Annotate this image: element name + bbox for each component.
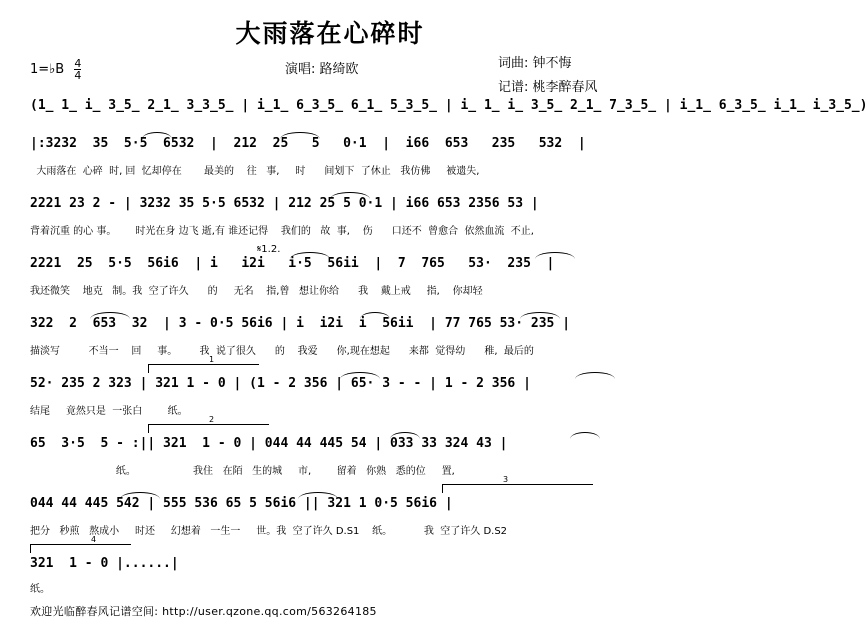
key-label: 1=♭B — [30, 62, 65, 77]
key-signature — [30, 58, 81, 81]
tie-arc — [575, 372, 615, 379]
notes-line: 044 44 445 542 | 555 536 65 5 56i6 || 321 1 0·5 56i6 | — [30, 496, 453, 511]
lyrics-line: 背着沉重 的心 事。 时光在身 边飞 逝,有 谁还记得 我们的 故 事, 伤 口还不 曾愈合 依然血流 不止, — [30, 226, 534, 237]
notes-line: 321 1 - 0 |......| — [30, 556, 179, 571]
notes-line: 65 3·5 5 - :|| 321 1 - 0 | 044 44 445 54 | 033 33 324 43 | — [30, 436, 508, 451]
volta-bracket-4 — [30, 535, 131, 553]
volta-bracket-2 — [148, 415, 269, 433]
lyrics-line: 把分 秒煎 熬成小 时还 幻想着 一生一 世。我 空了许久 D.S1 纸。 我 空了许久 D.S2 — [30, 526, 508, 537]
tie-arc — [570, 432, 600, 439]
lyrics-line: 大雨落在 心碎 时, 回 忆却停在 最美的 往 事, 时 间划下 了休止 我仿佛 被遗失, — [30, 166, 480, 177]
notes-line: |:3232 35 5·5 6532 | 212 25 5 0·1 | i66 653 235 532 | — [30, 136, 586, 151]
notes-line: 2221 23 2 - | 3232 35 5·5 6532 | 212 25 5 0·1 | i66 653 2356 53 | — [30, 196, 539, 211]
lyrics-line: 描淡写 不当一 回 事。 我 说了很久 的 我爱 你,现在想起 来都 觉得幼 稚, 最后的 — [30, 346, 534, 357]
lyricist-credit: 词曲: 钟不悔 — [498, 56, 572, 71]
time-beats: 4 — [74, 57, 82, 70]
footer-credit: 欢迎光临醉春风记谱空间: http://user.qzone.qq.com/563264185 — [30, 605, 377, 618]
notes-line: 52· 235 2 323 | 321 1 - 0 | (1 - 2 356 | 65· 3 - - | 1 - 2 356 | — [30, 376, 531, 391]
song-title: 大雨落在心碎时 — [235, 19, 425, 48]
segno-sign: 𝄋1.2. — [257, 244, 281, 255]
notes-line: (1̲ 1̲ i̲ 3̲5̲ 2̲1̲ 3̲3̲5̲ | i̲1̲ 6̲3̲5̲ 6̲1̲ 5̲3̲5̲ | i̲ 1̲ i̲ 3̲5̲ 2̲1̲ 7̲3̲5̲ | i̲1̲ 6̲3̲5̲ i̲1̲ i̲3̲5̲) — [30, 98, 867, 113]
notes-line: 322 2 653 32 | 3 - 0·5 56i6 | i i2i i 56ii | 77 765 53· 235 | — [30, 316, 571, 331]
volta-bracket-1 — [148, 355, 259, 373]
lyrics-line: 纸。 我住 在陌 生的城 市, 留着 你熟 悉的位 置, — [30, 466, 455, 477]
volta-number: 1 — [209, 355, 215, 364]
notes-line: 2221 25 5·5 56i6 | i i2i i·5 56ii | 7 765 53· 235 | — [30, 256, 555, 271]
lyrics-line: 结尾 竟然只是 一张白 纸。 — [30, 406, 188, 417]
arranger-credit: 记谱: 桃李醉春风 — [498, 80, 598, 95]
volta-number: 2 — [209, 415, 215, 424]
volta-number: 3 — [503, 475, 509, 484]
time-signature — [74, 58, 81, 81]
lyrics-line: 我还微笑 地克 制。我 空了许久 的 无名 指,曾 想让你给 我 戴上戒 指, 你却轻 — [30, 286, 483, 297]
lyrics-line: 纸。 — [30, 584, 50, 595]
time-unit: 4 — [74, 69, 82, 82]
singer-credit: 演唱: 路绮欧 — [285, 62, 359, 77]
volta-number: 4 — [91, 535, 97, 544]
volta-bracket-3 — [442, 475, 593, 493]
